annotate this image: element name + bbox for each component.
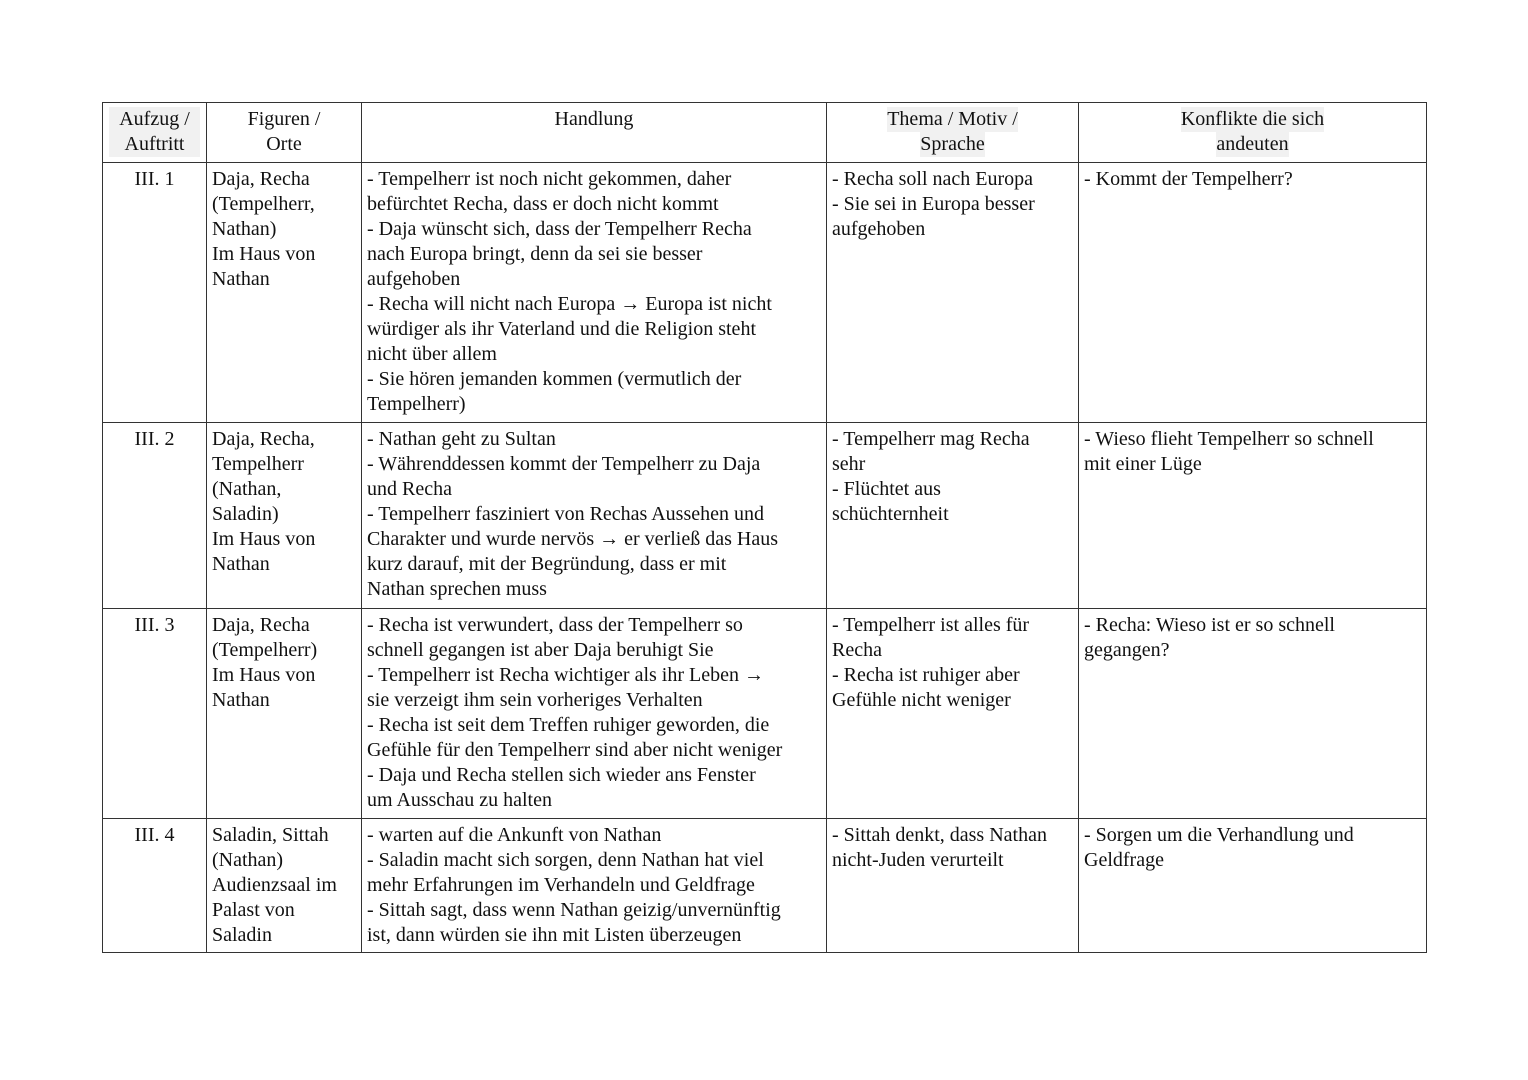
conflicts-cell <box>1079 163 1427 423</box>
theme-cell <box>827 163 1079 423</box>
figures-line: Daja, Recha, <box>212 428 315 450</box>
plot-line: schnell gegangen ist aber Daja beruhigt Sie <box>367 639 714 661</box>
plot-line: und Recha <box>367 478 452 500</box>
plot-line: - Währenddessen kommt der Tempelherr zu Daja <box>367 453 761 475</box>
figures-line: (Nathan, <box>212 478 282 500</box>
conflicts-line: - Kommt der Tempelherr? <box>1084 168 1293 190</box>
figures-line: (Tempelherr, <box>212 193 315 215</box>
theme-cell <box>827 423 1079 609</box>
conflicts-cell <box>1079 819 1427 953</box>
conflicts-line: Geldfrage <box>1084 849 1164 871</box>
table-row <box>103 609 1427 819</box>
plot-line: - Tempelherr ist noch nicht gekommen, daher <box>367 168 732 190</box>
figures-line: (Tempelherr) <box>212 639 318 661</box>
plot-line: ist, dann würden sie ihn mit Listen überzeugen <box>367 924 742 946</box>
theme-line: Recha <box>832 639 882 661</box>
plot-line: - Recha will nicht nach Europa → Europa ist nicht <box>367 293 772 315</box>
act-cell <box>103 163 207 423</box>
figures-line: Audienzsaal im <box>212 874 337 896</box>
plot-line: - Tempelherr ist Recha wichtiger als ihr Leben → <box>367 664 764 686</box>
conflicts-line: - Recha: Wieso ist er so schnell <box>1084 614 1335 636</box>
figures-line: Palast von <box>212 899 295 921</box>
theme-line: - Recha soll nach Europa <box>832 168 1034 190</box>
header-act-line: Aufzug / <box>109 107 200 132</box>
plot-line: - Recha ist seit dem Treffen ruhiger geworden, die <box>367 714 770 736</box>
act-cell <box>103 423 207 609</box>
figures-cell <box>207 609 362 819</box>
plot-cell <box>362 609 827 819</box>
plot-cell <box>362 819 827 953</box>
header-figures <box>207 103 362 163</box>
figures-line: Im Haus von <box>212 243 316 265</box>
plot-cell <box>362 163 827 423</box>
header-figures-line: Orte <box>266 133 302 155</box>
figures-line: Saladin <box>212 924 272 946</box>
figures-line: Daja, Recha <box>212 614 310 636</box>
plot-line: Gefühle für den Tempelherr sind aber nicht weniger <box>367 739 783 761</box>
figures-line: Nathan <box>212 268 270 290</box>
plot-line: - Saladin macht sich sorgen, denn Nathan hat viel <box>367 849 764 871</box>
plot-line: würdiger als ihr Vaterland und die Religion steht <box>367 318 756 340</box>
figures-cell <box>207 819 362 953</box>
plot-line: Nathan sprechen muss <box>367 578 547 600</box>
figures-cell <box>207 163 362 423</box>
table-row <box>103 163 1427 423</box>
conflicts-cell <box>1079 609 1427 819</box>
act-label: III. 2 <box>134 428 175 450</box>
plot-line: mehr Erfahrungen im Verhandeln und Geldfrage <box>367 874 755 896</box>
act-cell <box>103 819 207 953</box>
plot-cell <box>362 423 827 609</box>
theme-line: - Tempelherr ist alles für <box>832 614 1030 636</box>
theme-line: Gefühle nicht weniger <box>832 689 1011 711</box>
header-conflicts <box>1079 103 1427 163</box>
plot-line: - Sittah sagt, dass wenn Nathan geizig/unvernünftig <box>367 899 781 921</box>
header-theme-line: Thema / Motiv / <box>887 108 1018 130</box>
theme-line: - Tempelherr mag Recha <box>832 428 1030 450</box>
plot-line: befürchtet Recha, dass er doch nicht kommt <box>367 193 719 215</box>
table-row <box>103 423 1427 609</box>
header-theme <box>827 103 1079 163</box>
figures-line: Saladin, Sittah <box>212 824 329 846</box>
conflicts-cell <box>1079 423 1427 609</box>
header-conflicts-line: andeuten <box>1216 133 1289 155</box>
theme-line: - Sie sei in Europa besser <box>832 193 1035 215</box>
figures-line: Tempelherr <box>212 453 304 475</box>
theme-line: - Recha ist ruhiger aber <box>832 664 1020 686</box>
header-plot <box>362 103 827 163</box>
act-label: III. 4 <box>134 824 175 846</box>
theme-cell <box>827 819 1079 953</box>
table-row <box>103 819 1427 953</box>
figures-line: Im Haus von <box>212 664 316 686</box>
header-plot-line: Handlung <box>554 108 634 130</box>
header-figures-line: Figuren / <box>247 108 321 130</box>
conflicts-line: gegangen? <box>1084 639 1170 661</box>
figures-line: (Nathan) <box>212 849 284 871</box>
figures-line: Im Haus von <box>212 528 316 550</box>
figures-line: Nathan <box>212 553 270 575</box>
plot-line: - Daja wünscht sich, dass der Tempelherr Recha <box>367 218 752 240</box>
plot-line: Tempelherr) <box>367 393 466 415</box>
plot-line: sie verzeigt ihm sein vorheriges Verhalten <box>367 689 703 711</box>
plot-line: - Tempelherr fasziniert von Rechas Aussehen und <box>367 503 765 525</box>
act-cell <box>103 609 207 819</box>
theme-line: - Sittah denkt, dass Nathan <box>832 824 1047 846</box>
act-label: III. 1 <box>134 168 175 190</box>
figures-cell <box>207 423 362 609</box>
plot-line: Charakter und wurde nervös → er verließ das Haus <box>367 528 778 550</box>
plot-line: - Nathan geht zu Sultan <box>367 428 556 450</box>
act-label: III. 3 <box>134 614 175 636</box>
theme-line: nicht-Juden verurteilt <box>832 849 1004 871</box>
header-conflicts-line: Konflikte die sich <box>1180 108 1325 130</box>
theme-line: schüchternheit <box>832 503 949 525</box>
table-header-row <box>103 103 1427 163</box>
plot-line: um Ausschau zu halten <box>367 789 552 811</box>
plot-line: nach Europa bringt, denn da sei sie besser <box>367 243 703 265</box>
plot-line: - Recha ist verwundert, dass der Tempelherr so <box>367 614 743 636</box>
figures-line: Daja, Recha <box>212 168 310 190</box>
figures-line: Saladin) <box>212 503 279 525</box>
header-act-line: Auftritt <box>109 132 200 157</box>
figures-line: Nathan) <box>212 218 277 240</box>
theme-line: aufgehoben <box>832 218 926 240</box>
theme-line: sehr <box>832 453 866 475</box>
plot-line: kurz darauf, mit der Begründung, dass er mit <box>367 553 727 575</box>
conflicts-line: mit einer Lüge <box>1084 453 1202 475</box>
scene-overview-table <box>102 102 1427 953</box>
plot-line: aufgehoben <box>367 268 461 290</box>
header-act <box>103 103 207 163</box>
conflicts-line: - Wieso flieht Tempelherr so schnell <box>1084 428 1374 450</box>
plot-line: - Daja und Recha stellen sich wieder ans Fenster <box>367 764 756 786</box>
plot-line: - warten auf die Ankunft von Nathan <box>367 824 662 846</box>
theme-line: - Flüchtet aus <box>832 478 941 500</box>
plot-line: - Sie hören jemanden kommen (vermutlich der <box>367 368 742 390</box>
figures-line: Nathan <box>212 689 270 711</box>
conflicts-line: - Sorgen um die Verhandlung und <box>1084 824 1354 846</box>
header-theme-line: Sprache <box>920 133 985 155</box>
theme-cell <box>827 609 1079 819</box>
plot-line: nicht über allem <box>367 343 497 365</box>
